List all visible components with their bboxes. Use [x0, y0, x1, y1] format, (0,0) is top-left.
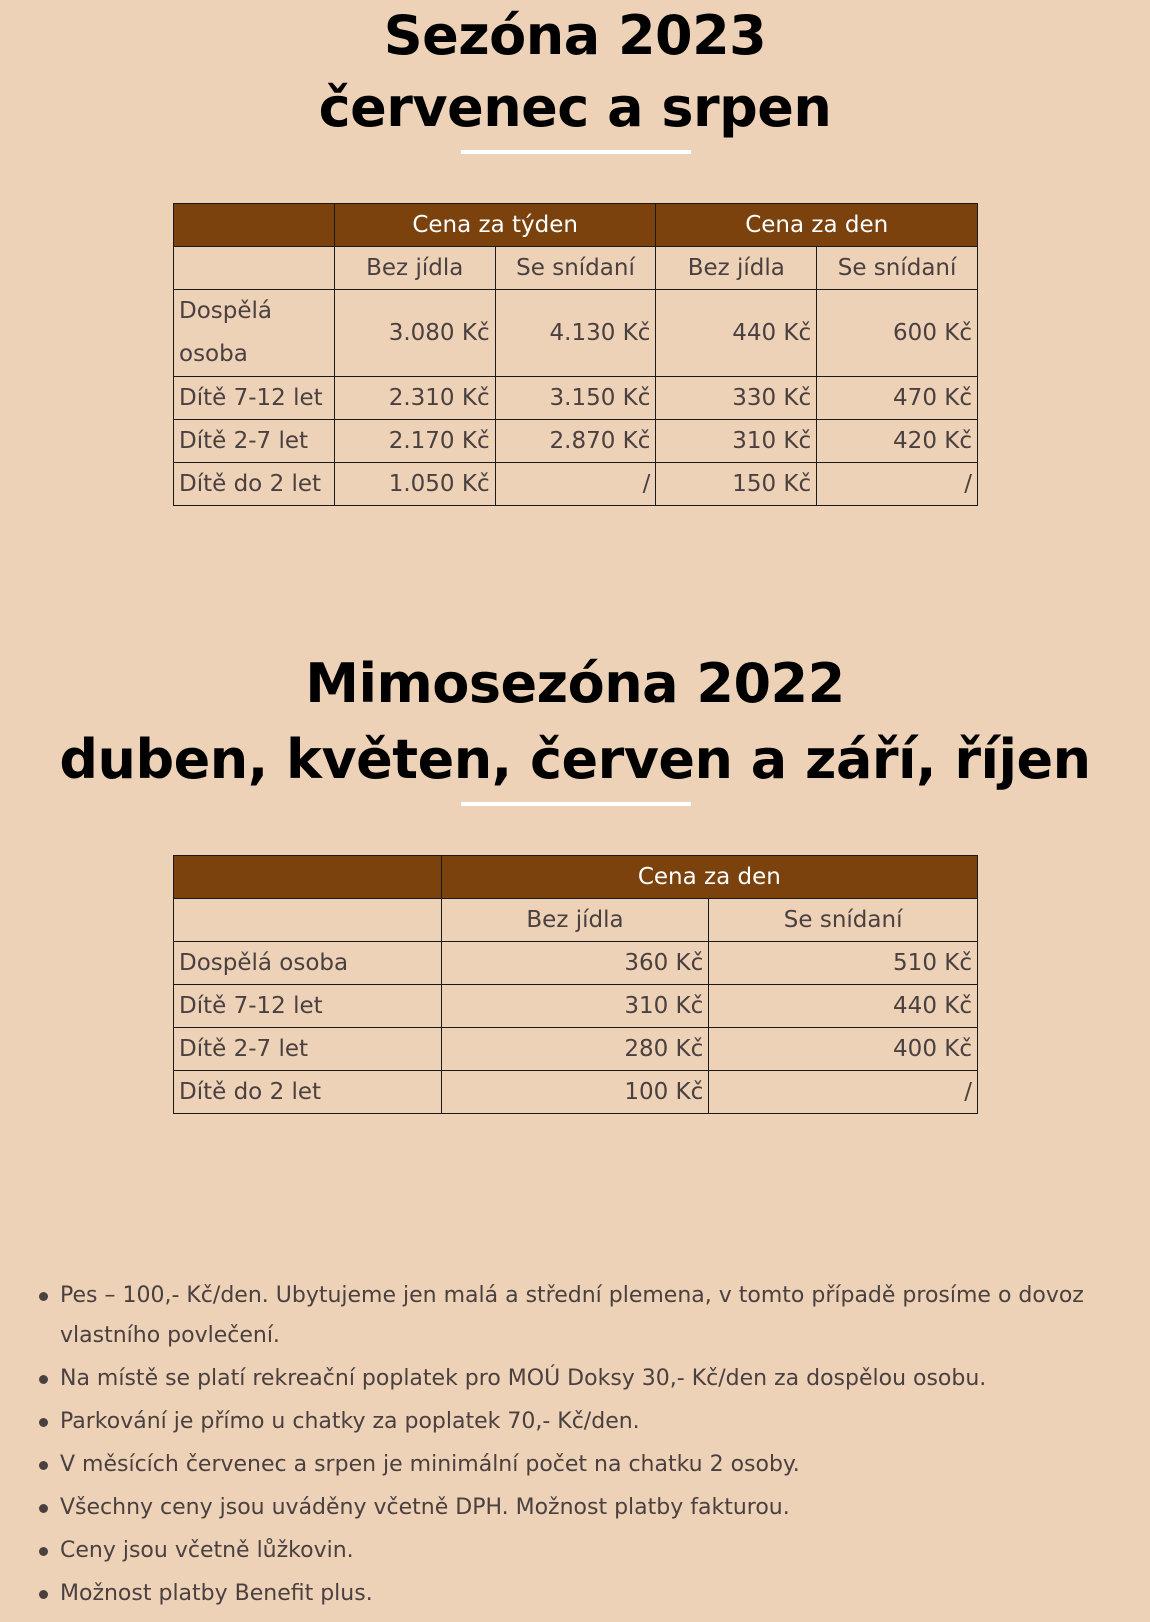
price-cell: 400 Kč	[709, 1028, 978, 1071]
price-cell: /	[709, 1071, 978, 1114]
header-day-price: Cena za den	[441, 856, 977, 899]
price-cell: 100 Kč	[441, 1071, 709, 1114]
note-text: Možnost platby Benefit plus.	[60, 1581, 373, 1606]
offseason-price-table	[173, 855, 978, 1114]
price-cell: 4.130 Kč	[495, 290, 656, 377]
offseason-title: Mimosezóna 2022	[305, 652, 845, 715]
row-label: Dítě 2-7 let	[174, 1028, 442, 1071]
table-row	[174, 463, 978, 506]
price-cell: 310 Kč	[441, 985, 709, 1028]
offseason-subtitle: duben, květen, červen a září, říjen	[59, 728, 1091, 791]
list-item	[60, 1276, 1150, 1356]
price-cell: 1.050 Kč	[334, 463, 495, 506]
price-cell: /	[817, 463, 978, 506]
table-header-row	[174, 204, 978, 247]
row-label: Dítě 7-12 let	[174, 377, 335, 420]
bullet-icon	[39, 1504, 48, 1513]
table-row	[174, 1071, 978, 1114]
notes-list	[38, 1276, 1150, 1617]
subheader-cell: Bez jídla	[334, 247, 495, 290]
table-row	[174, 377, 978, 420]
table-row	[174, 1028, 978, 1071]
subheader-corner	[174, 899, 442, 942]
subheader-cell: Bez jídla	[441, 899, 709, 942]
season-price-table	[173, 203, 978, 506]
bullet-icon	[39, 1292, 48, 1301]
note-text: Parkování je přímo u chatky za poplatek 70,- Kč/den.	[60, 1409, 640, 1434]
price-cell: 510 Kč	[709, 942, 978, 985]
header-week-price: Cena za týden	[334, 204, 656, 247]
list-item	[60, 1359, 1150, 1399]
price-cell: 330 Kč	[656, 377, 817, 420]
price-cell: 3.080 Kč	[334, 290, 495, 377]
season-divider	[461, 150, 691, 154]
list-item	[60, 1574, 1150, 1614]
bullet-icon	[39, 1547, 48, 1556]
price-cell: 150 Kč	[656, 463, 817, 506]
list-item	[60, 1402, 1150, 1442]
bullet-icon	[39, 1375, 48, 1384]
row-label: Dítě do 2 let	[174, 463, 335, 506]
price-cell: 360 Kč	[441, 942, 709, 985]
list-item	[60, 1488, 1150, 1528]
list-item	[60, 1531, 1150, 1571]
price-cell: 2.170 Kč	[334, 420, 495, 463]
subheader-corner	[174, 247, 335, 290]
row-label: Dospělá osoba	[174, 942, 442, 985]
price-cell: 440 Kč	[709, 985, 978, 1028]
table-row	[174, 290, 978, 377]
price-cell: 3.150 Kč	[495, 377, 656, 420]
list-item	[60, 1445, 1150, 1485]
bullet-icon	[39, 1590, 48, 1599]
price-cell: 280 Kč	[441, 1028, 709, 1071]
price-cell: 470 Kč	[817, 377, 978, 420]
subheader-cell: Bez jídla	[656, 247, 817, 290]
table-header-row	[174, 856, 978, 899]
row-label: Dítě 2-7 let	[174, 420, 335, 463]
row-label	[174, 290, 335, 377]
note-text: Všechny ceny jsou uváděny včetně DPH. Možnost platby fakturou.	[60, 1495, 790, 1520]
price-cell: 2.310 Kč	[334, 377, 495, 420]
bullet-icon	[39, 1418, 48, 1427]
season-subtitle: červenec a srpen	[318, 76, 832, 139]
price-cell: 310 Kč	[656, 420, 817, 463]
season-title: Sezóna 2023	[383, 4, 767, 67]
bullet-icon	[39, 1461, 48, 1470]
header-corner	[174, 204, 335, 247]
price-cell: /	[495, 463, 656, 506]
row-label-line1: Dospělá	[179, 298, 272, 324]
price-cell: 600 Kč	[817, 290, 978, 377]
subheader-cell: Se snídaní	[495, 247, 656, 290]
price-cell: 2.870 Kč	[495, 420, 656, 463]
offseason-divider	[461, 802, 691, 806]
header-day-price: Cena za den	[656, 204, 978, 247]
row-label-line2: osoba	[179, 341, 248, 367]
table-row	[174, 420, 978, 463]
note-text: Na místě se platí rekreační poplatek pro MOÚ Doksy 30,- Kč/den za dospělou osobu.	[60, 1366, 987, 1391]
table-row	[174, 985, 978, 1028]
row-label: Dítě do 2 let	[174, 1071, 442, 1114]
subheader-cell: Se snídaní	[817, 247, 978, 290]
row-label: Dítě 7-12 let	[174, 985, 442, 1028]
price-cell: 440 Kč	[656, 290, 817, 377]
table-subheader-row	[174, 247, 978, 290]
note-text: V měsících červenec a srpen je minimální počet na chatku 2 osoby.	[60, 1452, 800, 1477]
note-text: Pes – 100,- Kč/den. Ubytujeme jen malá a střední plemena, v tomto případě prosíme o dovoz vlastního povlečení.	[60, 1283, 1084, 1348]
price-cell: 420 Kč	[817, 420, 978, 463]
table-subheader-row	[174, 899, 978, 942]
subheader-cell: Se snídaní	[709, 899, 978, 942]
header-corner	[174, 856, 442, 899]
table-row	[174, 942, 978, 985]
note-text: Ceny jsou včetně lůžkovin.	[60, 1538, 354, 1563]
